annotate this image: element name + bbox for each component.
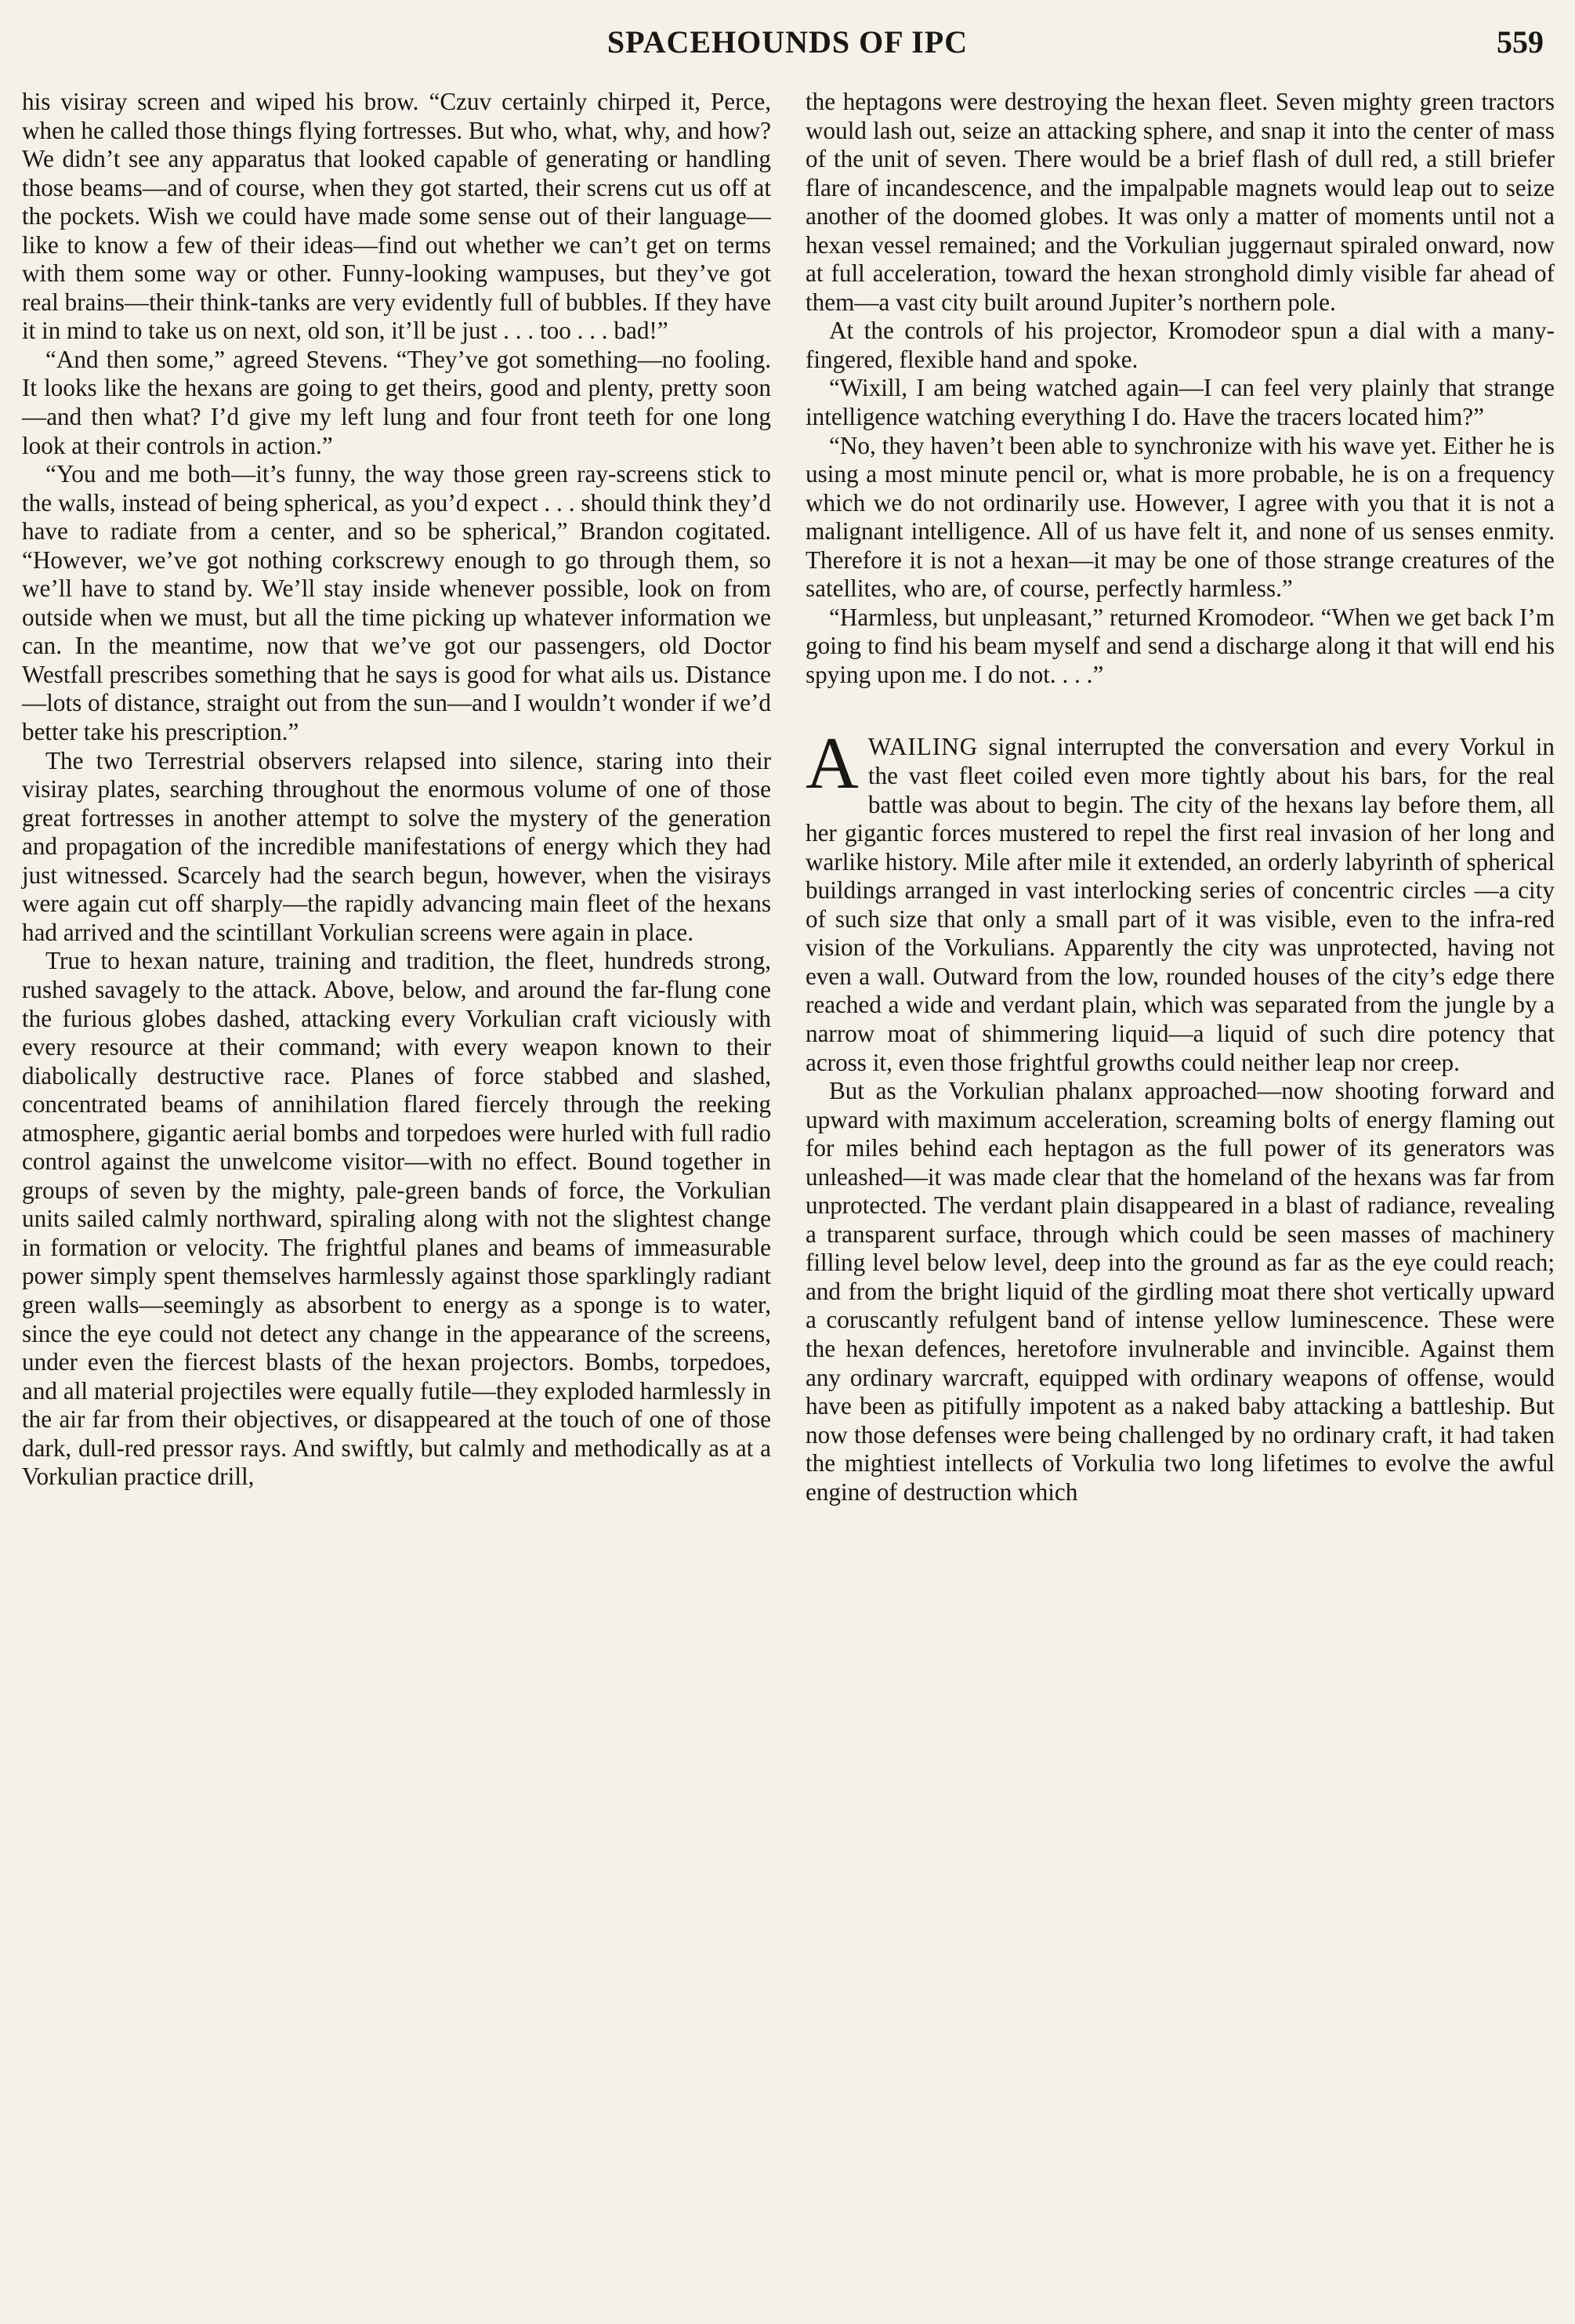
paragraph: “And then some,” agreed Stevens. “They’ve got something—no fooling. It looks like the hexans are going to get theirs, good and plenty, pretty soon—and then what? I’d give my left lung and four front teeth for one long look at their controls in action.” — [22, 345, 771, 459]
paragraph: his visiray screen and wiped his brow. “Czuv certainly chirped it, Perce, when he called those things flying fortresses. But who, what, why, and how? We didn’t see any apparatus that looked capable of generating or handling those beams—and of course, when they got started, their screns cut us off at the pockets. Wish we could have made some sense out of their language—like to know a few of their ideas—find out whether we can’t get on terms with them some way or other. Funny-looking wampuses, but they’ve got real brains—their think-tanks are very evidently full of bubbles. If they have it in mind to take us on next, old son, it’ll be just . . . too . . . bad!” — [22, 88, 771, 345]
drop-cap: A — [806, 723, 859, 805]
paragraph-text: signal interrupted the conversation and every Vorkul in the vast fleet coiled even more tightly about his bars, for the real battle was about to begin. The city of the hexans lay before them, all her gigantic forces mustered to repel the first real invasion of her long and warlike history. Mile after mile it extended, an orderly labyrinth of spherical buildings arranged in vast interlocking series of concentric circles —a city of such size that only a small part of it was visible, even to the infra-red vision of the Vorkulians. Apparently the city was unprotected, having not even a wall. Outward from the low, rounded houses of the city’s edge there reached a wide and verdant plain, which was separated from the jungle by a narrow moat of shimmering liquid—a liquid of such dire potency that across it, even those frightful growths could neither leap nor creep. — [806, 733, 1555, 1076]
paragraph: True to hexan nature, training and tradition, the fleet, hundreds strong, rushed savagely to the attack. Above, below, and around the far-flung cone the furious globes dashed, attacking every Vorkulian craft viciously with every resource at their command; with every weapon known to their diabolically destructive race. Planes of force stabbed and slashed, concentrated beams of annihilation flared fiercely through the reeking atmosphere, gigantic aerial bombs and torpedoes were hurled with full radio control against the unwelcome visitor—with no effect. Bound together in groups of seven by the mighty, pale-green bands of force, the Vorkulian units sailed calmly northward, spiraling along with not the slightest change in formation or velocity. The frightful planes and beams of immeasurable power simply spent themselves harmlessly against those sparklingly radiant green walls—seemingly as absorbent to energy as a sponge is to water, since the eye could not detect any change in the appearance of the screens, under even the fiercest blasts of the hexan projectors. Bombs, torpedoes, and all material projectiles were equally futile—they exploded harmlessly in the air far from their objectives, or disappeared at the touch of one of those dark, dull-red pressor rays. And swiftly, but calmly and methodically as at a Vorkulian practice drill, — [22, 947, 771, 1491]
lead-in-word: WAILING — [867, 733, 979, 761]
section-opening-paragraph — [806, 723, 1555, 1077]
page-header — [0, 17, 1575, 64]
paragraph: The two Terrestrial observers relapsed into silence, staring into their visiray plates, searching throughout the enormous volume of one of those great fortresses in another attempt to solve the mystery of the generation and propagation of the incredible manifestations of energy which they had just witnessed. Scarcely had the search begun, however, when the visirays were again cut off sharply—the rapidly advancing main fleet of the hexans had arrived and the scintillant Vorkulian screens were again in place. — [22, 746, 771, 946]
running-title: SPACEHOUNDS OF IPC — [606, 24, 969, 60]
paragraph: “Wixill, I am being watched again—I can feel very plainly that strange intelligence watching everything I do. Have the tracers located him?” — [806, 374, 1555, 431]
left-column — [22, 88, 771, 1492]
section-break — [806, 689, 1555, 733]
right-column — [806, 88, 1555, 1506]
paragraph: “No, they haven’t been able to synchronize with his wave yet. Either he is using a most minute pencil or, what is more probable, he is on a frequency which we do not ordinarily use. However, I agree with you that it is not a malignant intelligence. All of us have felt it, and none of us senses enmity. Therefore it is not a hexan—it may be one of those strange creatures of the satellites, who are, of course, perfectly harmless.” — [806, 431, 1555, 603]
paragraph: At the controls of his projector, Kromodeor spun a dial with a many-fingered, flexible hand and spoke. — [806, 317, 1555, 373]
paragraph: “Harmless, but unpleasant,” returned Kromodeor. “When we get back I’m going to find his beam myself and send a discharge along it that will end his spying upon me. I do not. . . .” — [806, 603, 1555, 688]
paragraph: “You and me both—it’s funny, the way those green ray-screens stick to the walls, instead of being spherical, as you’d expect . . . should think they’d have to radiate from a center, and so be spherical,” Brandon cogitated. “However, we’ve got nothing corkscrewy enough to go through them, so we’ll have to stand by. We’ll stay inside whenever possible, look on from outside when we must, but all the time picking up whatever information we can. In the meantime, now that we’ve got our passengers, old Doctor Westfall prescribes something that he says is good for what ails us. Distance—lots of distance, straight out from the sun—and I wouldn’t wonder if we’d better take his prescription.” — [22, 460, 771, 746]
page-number: 559 — [1497, 24, 1544, 60]
paragraph: the heptagons were destroying the hexan fleet. Seven mighty green tractors would lash out, seize an attacking sphere, and snap it into the center of mass of the unit of seven. There would be a brief flash of dull red, a still briefer flare of incandescence, and the impalpable magnets would leap out to seize another of the doomed globes. It was only a matter of moments until not a hexan vessel remained; and the Vorkulian juggernaut spiraled onward, now at full acceleration, toward the hexan stronghold dimly visible far ahead of them—a vast city built around Jupiter’s northern pole. — [806, 88, 1555, 316]
paragraph: But as the Vorkulian phalanx approached—now shooting forward and upward with maximum acceleration, screaming bolts of energy flaming out for miles behind each heptagon as the full power of its generators was unleashed—it was made clear that the homeland of the hexans was far from unprotected. The verdant plain disappeared in a blast of radiance, revealing a transparent surface, through which could be seen masses of machinery filling level below level, deep into the ground as far as the eye could reach; and from the bright liquid of the girdling moat there shot vertically upward a coruscantly refulgent band of intense yellow luminescence. These were the hexan defences, heretofore invulnerable and invincible. Against them any ordinary warcraft, equipped with ordinary weapons of offense, would have been as pitifully impotent as a naked baby attacking a battleship. But now those defenses were being challenged by no ordinary craft, it had taken the mightiest intellects of Vorkulia two long lifetimes to evolve the awful engine of destruction which — [806, 1077, 1555, 1506]
